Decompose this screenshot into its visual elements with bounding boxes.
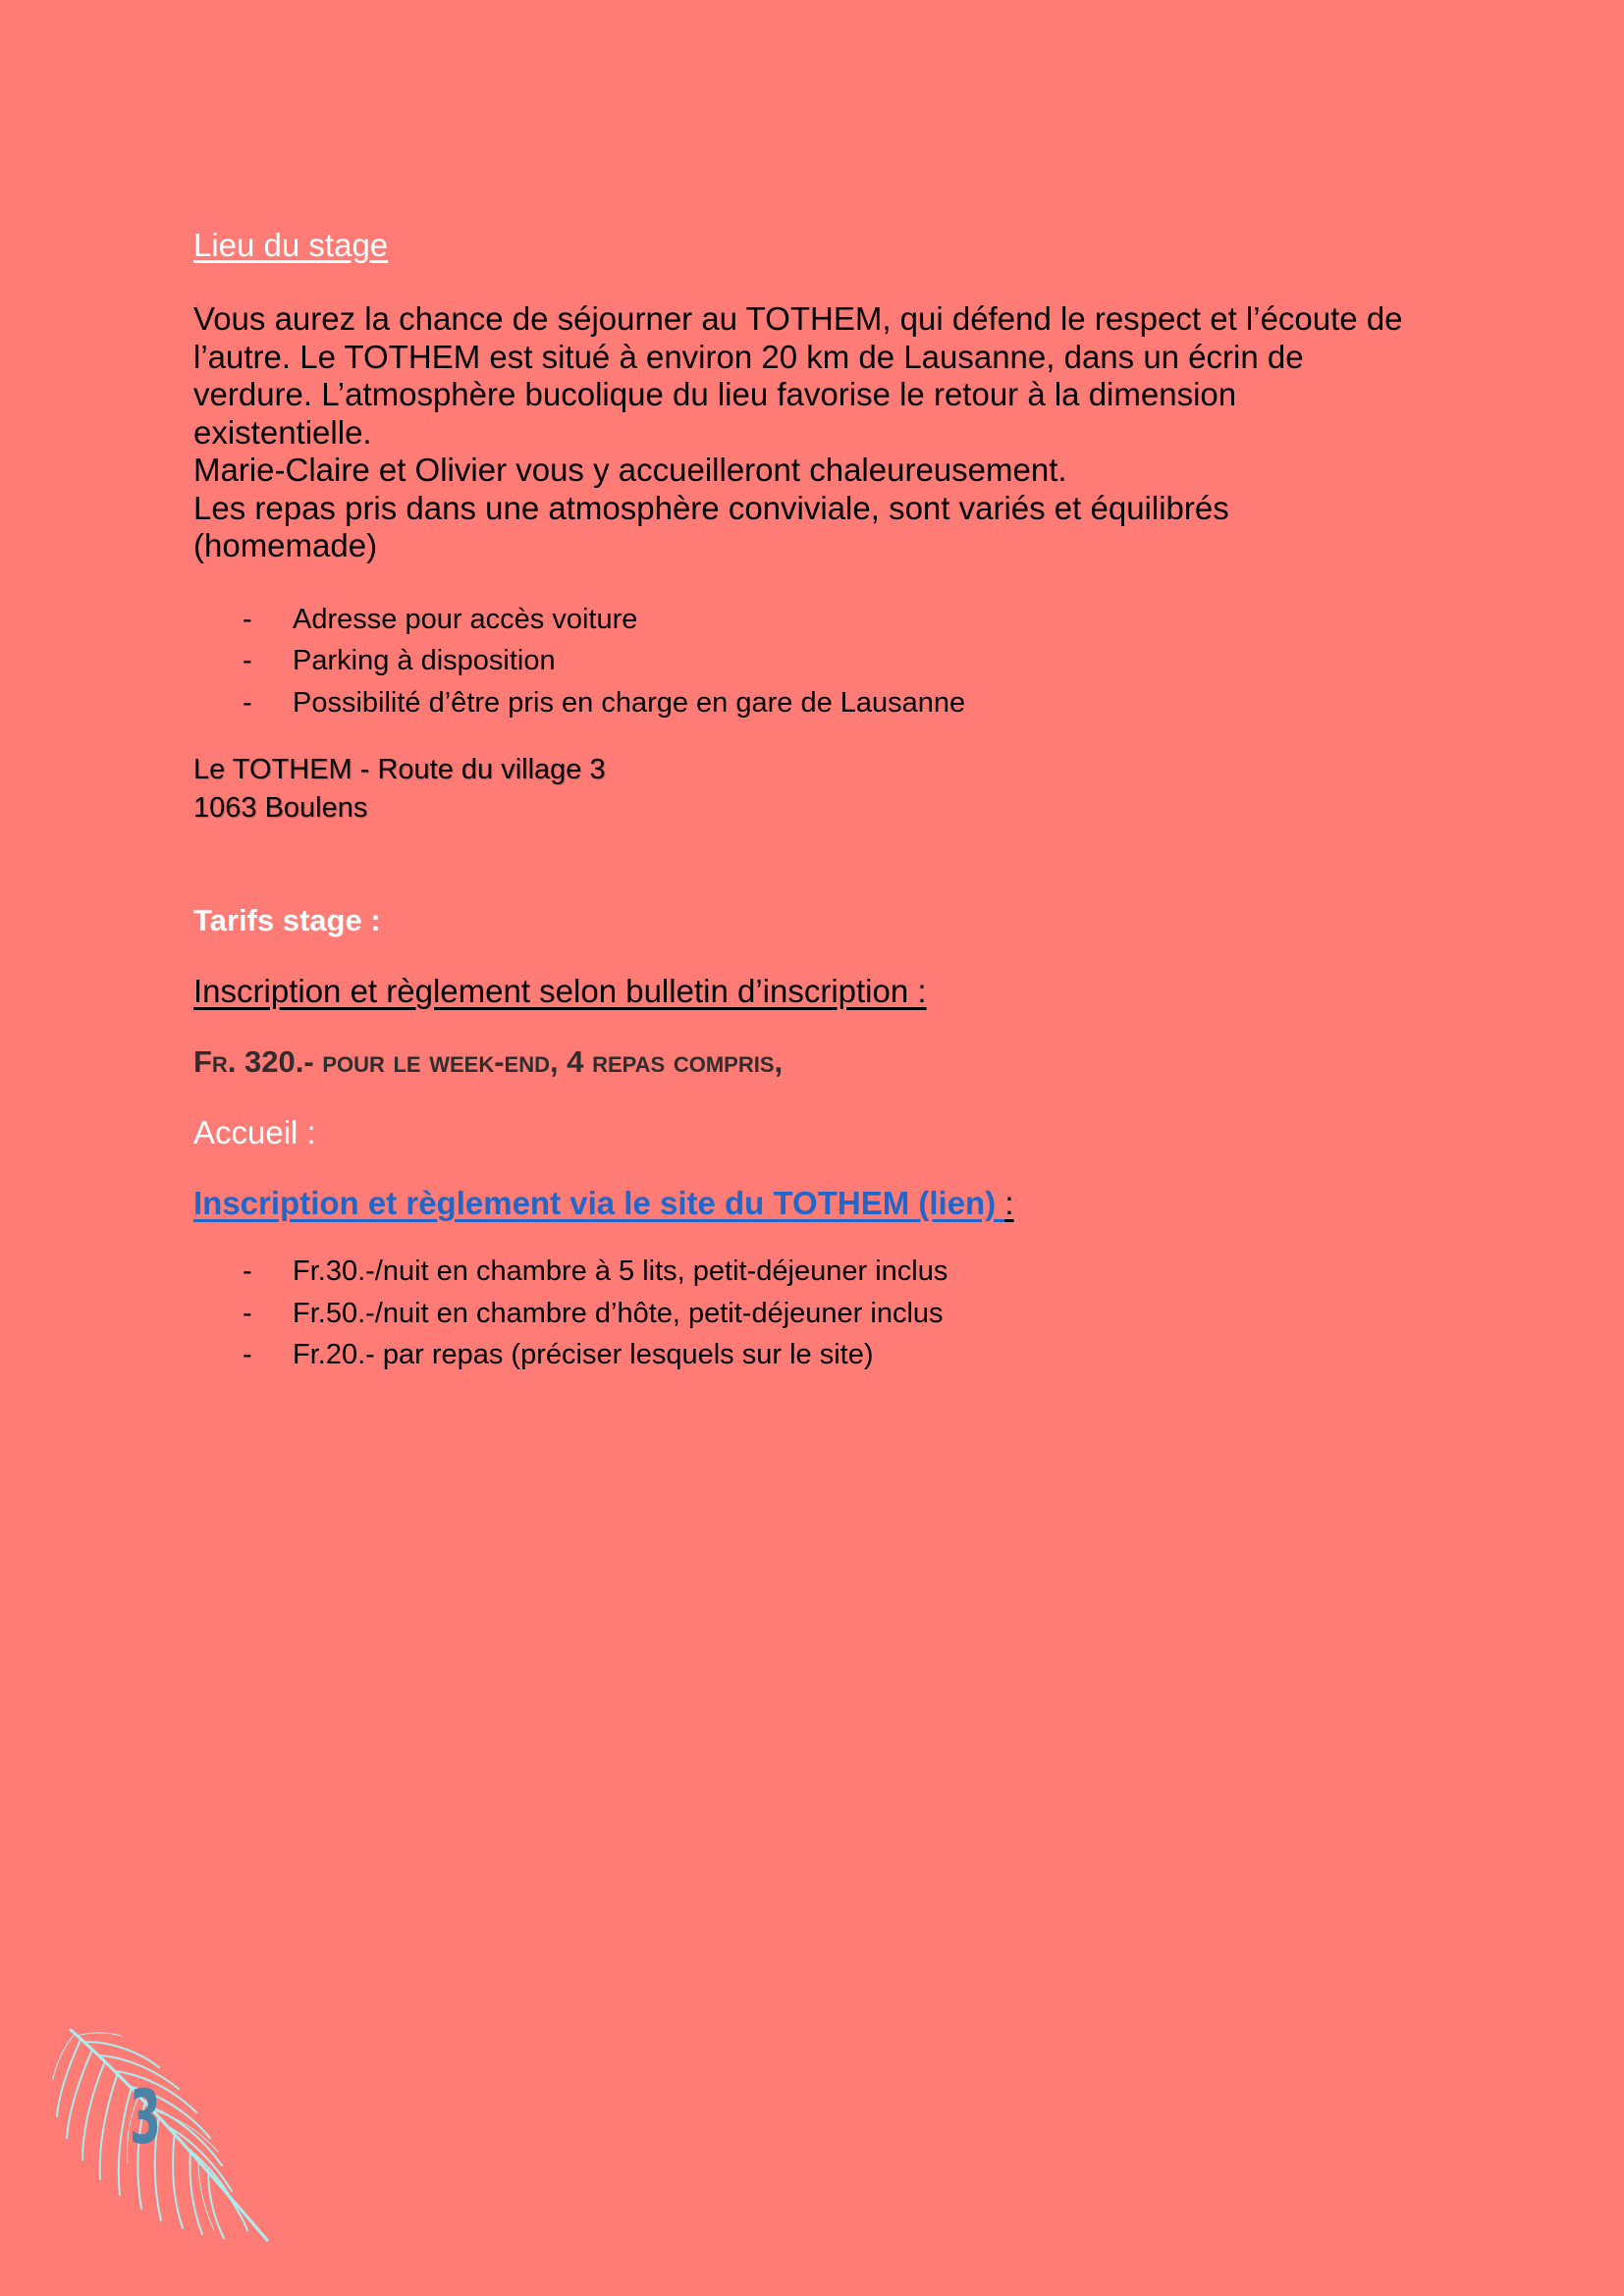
list-item-text: Adresse pour accès voiture — [293, 603, 638, 635]
document-page — [193, 226, 1470, 1376]
list-item — [193, 1293, 1470, 1335]
paragraph-line: Vous aurez la chance de séjourner au TOTHEM, qui défend le respect et l’écoute de — [193, 300, 1403, 337]
price-line: Fr. 320.- pour le week-end, 4 repas compris, — [193, 1044, 784, 1079]
dash-bullet: - — [243, 1297, 252, 1329]
dash-bullet: - — [243, 686, 252, 719]
feather-icon — [51, 2022, 279, 2244]
address-block — [193, 751, 1470, 827]
dash-bullet: - — [243, 603, 252, 635]
lieu-heading: Lieu du stage — [193, 227, 389, 263]
lieu-paragraph — [193, 300, 1470, 565]
dash-bullet: - — [243, 1255, 252, 1287]
accueil-price-list — [193, 1251, 1470, 1376]
page-number: 3 — [130, 2073, 161, 2161]
list-item-text: Fr.50.-/nuit en chambre d’hôte, petit-déjeuner inclus — [293, 1297, 944, 1329]
tarifs-title: Tarifs stage : — [193, 903, 381, 937]
paragraph-line: l’autre. Le TOTHEM est situé à environ 20 km de Lausanne, dans un écrin de — [193, 338, 1304, 375]
address-line-2: 1063 Boulens — [193, 791, 368, 824]
list-item-text: Fr.20.- par repas (préciser lesquels sur le site) — [293, 1339, 874, 1370]
inscription-label: Inscription et règlement selon bulletin d’inscription : — [193, 973, 927, 1009]
tothem-link-colon: : — [1004, 1185, 1014, 1221]
list-item-text: Parking à disposition — [293, 645, 556, 676]
address-line-1: Le TOTHEM - Route du village 3 — [193, 754, 606, 785]
list-item-text: Fr.30.-/nuit en chambre à 5 lits, petit-déjeuner inclus — [293, 1255, 948, 1287]
tothem-link[interactable]: Inscription et règlement via le site du TOTHEM (lien) — [193, 1185, 1005, 1221]
list-item — [193, 640, 1470, 682]
dash-bullet: - — [243, 1339, 252, 1370]
list-item — [193, 1334, 1470, 1376]
paragraph-line: Les repas pris dans une atmosphère conviviale, sont variés et équilibrés — [193, 489, 1229, 526]
list-item — [193, 599, 1470, 641]
list-item — [193, 682, 1470, 724]
access-list — [193, 599, 1470, 724]
paragraph-line: existentielle. — [193, 413, 372, 451]
paragraph-line: (homemade) — [193, 527, 378, 563]
accueil-label: Accueil : — [193, 1114, 316, 1150]
list-item-text: Possibilité d’être pris en charge en gare de Lausanne — [293, 686, 966, 719]
dash-bullet: - — [243, 645, 252, 676]
paragraph-line: Marie-Claire et Olivier vous y accueilleront chaleureusement. — [193, 452, 1067, 488]
list-item — [193, 1251, 1470, 1293]
tothem-link-line — [193, 1184, 1470, 1223]
paragraph-line: verdure. L’atmosphère bucolique du lieu favorise le retour à la dimension — [193, 376, 1237, 412]
